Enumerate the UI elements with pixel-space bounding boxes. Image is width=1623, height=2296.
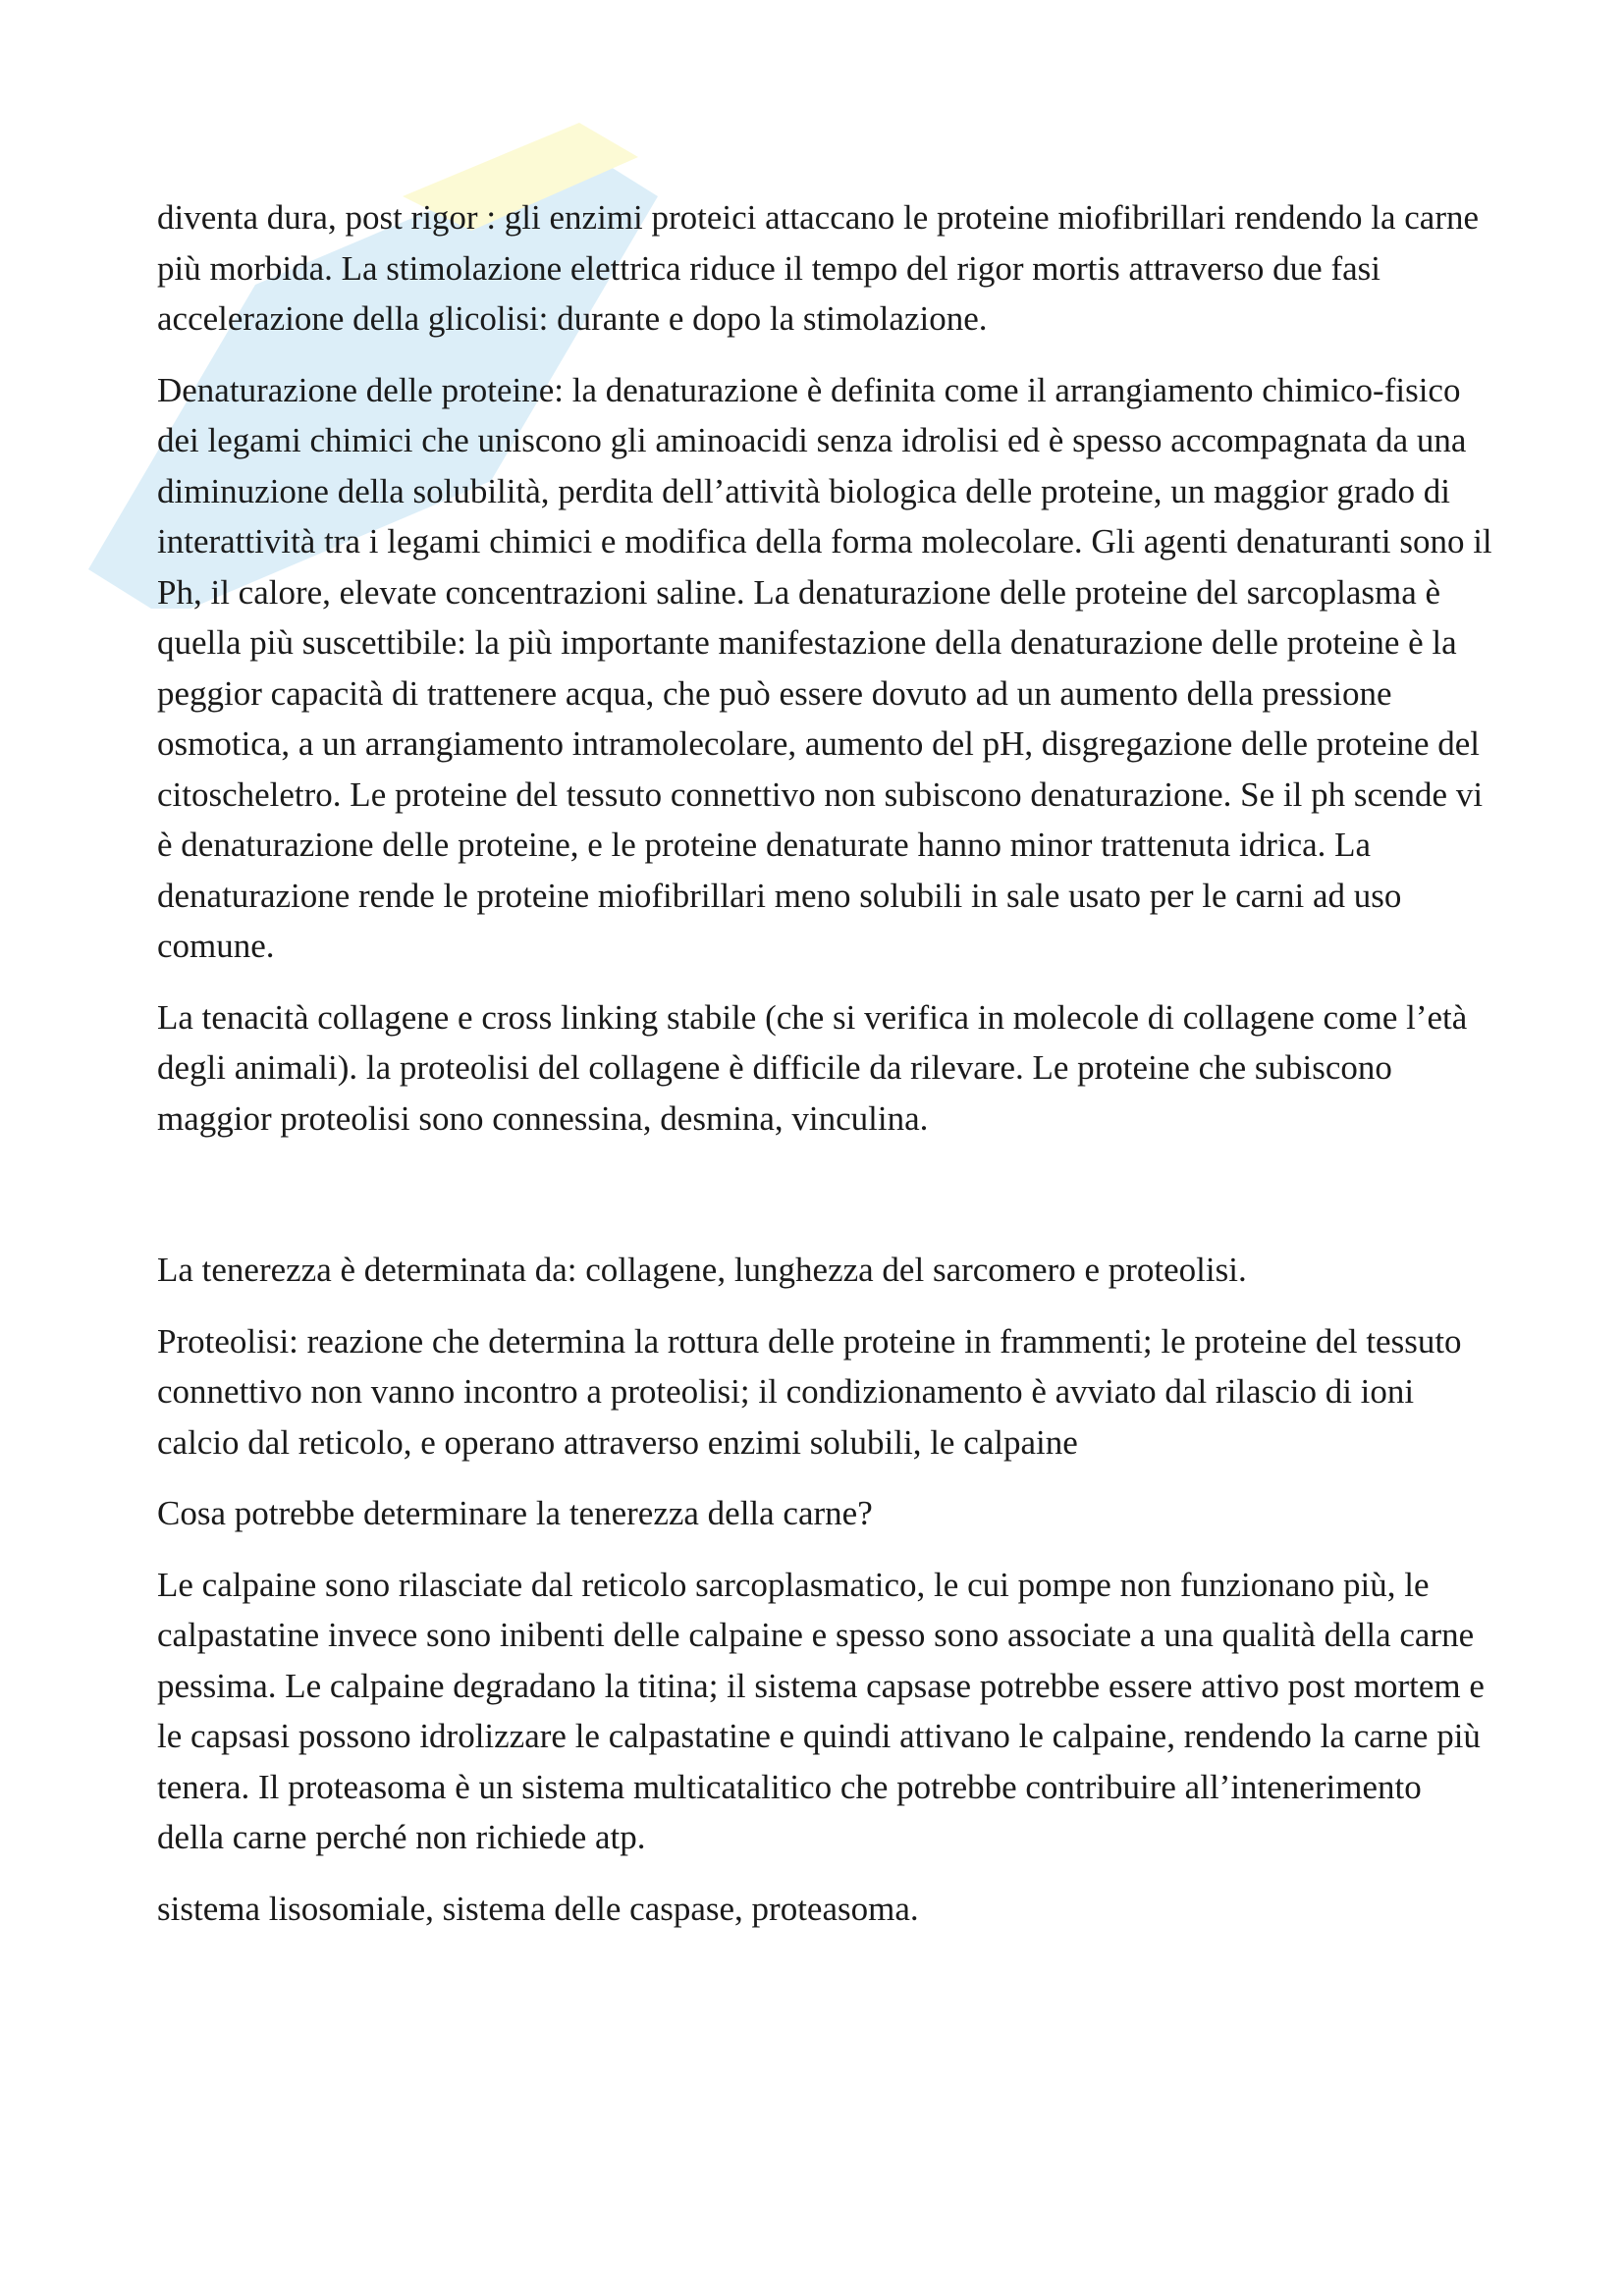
paragraph-calpaine: Le calpaine sono rilasciate dal reticolo sarcoplasmatico, le cui pompe non funzionano più, le calpastatine invece sono inibenti delle calpaine e spesso sono associate a una qualità della carne pessima. Le calpaine degradano la titina; il sistema capsase potrebbe essere attivo post mortem e le capsasi possono idrolizzare le calpastatine e quindi attivano le calpaine, rendendo la carne più tenera. Il proteasoma è un sistema multicatalitico che potrebbe contribuire all’intenerimento della carne perché non richiede atp. — [157, 1565, 1485, 1856]
paragraph-question: Cosa potrebbe determinare la tenerezza della carne? — [157, 1494, 873, 1532]
paragraph-denaturazione: Denaturazione delle proteine: la denaturazione è definita come il arrangiamento chimico-fisico dei legami chimici che uniscono gli aminoacidi senza idrolisi ed è spesso accompagnata da una diminuzione della solubilità, perdita dell’attività biologica delle proteine, un maggior grado di interattività tra i legami chimici e modifica della forma molecolare. Gli agenti denaturanti sono il Ph, il calore, elevate concentrazioni saline. La denaturazione delle proteine del sarcoplasma è quella più suscettibile: la più importante manifestazione della denaturazione delle proteine è la peggior capacità di trattenere acqua, che può essere dovuto ad un aumento della pressione osmotica, a un arrangiamento intramolecolare, aumento del pH, disgregazione delle proteine del citoscheletro. Le proteine del tessuto connettivo non subiscono denaturazione. Se il ph scende vi è denaturazione delle proteine, e le proteine denaturate hanno minor trattenuta idrica. La denaturazione rende le proteine miofibrillari meno solubili in sale usato per le carni ad uso comune. — [157, 370, 1492, 965]
document-body — [157, 192, 1492, 1954]
paragraph-tenacita: La tenacità collagene e cross linking stabile (che si verifica in molecole di collagene come l’età degli animali). la proteolisi del collagene è difficile da rilevare. Le proteine che subiscono maggior proteolisi sono connessina, desmina, vinculina. — [157, 997, 1468, 1138]
paragraph-rigor: diventa dura, post rigor : gli enzimi proteici attaccano le proteine miofibrillari rendendo la carne più morbida. La stimolazione elettrica riduce il tempo del rigor mortis attraverso due fasi accelerazione della glicolisi: durante e dopo la stimolazione. — [157, 198, 1480, 338]
paragraph-proteolisi: Proteolisi: reazione che determina la rottura delle proteine in frammenti; le proteine del tessuto connettivo non vanno incontro a proteolisi; il condizionamento è avviato dal rilascio di ioni calcio dal reticolo, e operano attraverso enzimi solubili, le calpaine — [157, 1321, 1462, 1462]
paragraph-tenerezza: La tenerezza è determinata da: collagene, lunghezza del sarcomero e proteolisi. — [157, 1251, 1247, 1289]
paragraph-sistemi: sistema lisosomiale, sistema delle caspase, proteasoma. — [157, 1889, 919, 1928]
